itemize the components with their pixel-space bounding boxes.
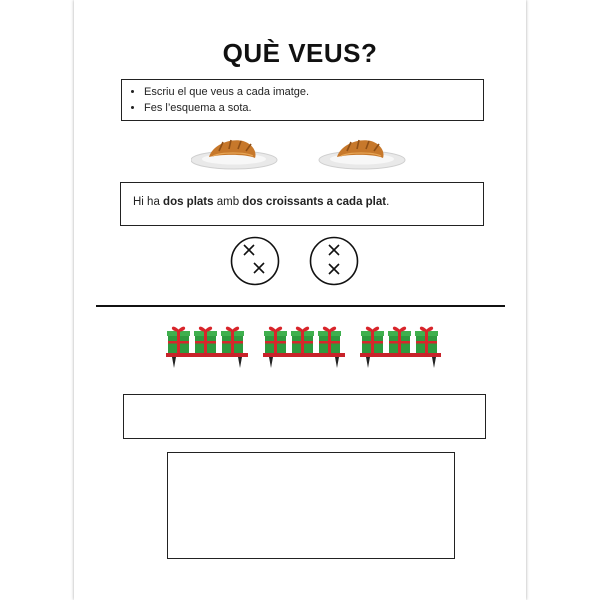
gifts-illustration	[166, 322, 441, 372]
gift-box-icon	[361, 328, 384, 353]
gift-box-icon	[291, 328, 314, 353]
sentence-bold-plates: dos plats	[163, 196, 214, 208]
plate-with-croissant-icon	[319, 140, 405, 169]
sentence-box	[120, 182, 484, 226]
answer-drawing-box[interactable]	[167, 452, 455, 559]
shelf-icon	[166, 353, 248, 368]
sentence-text: .	[386, 196, 390, 208]
shelf-icon	[263, 353, 345, 368]
section-divider	[96, 305, 505, 307]
plates-illustration	[191, 136, 411, 172]
shelf-with-gifts	[263, 328, 345, 368]
worksheet-page	[74, 0, 526, 600]
gift-box-icon	[264, 328, 287, 353]
scheme-drawing	[229, 236, 369, 286]
gift-box-icon	[194, 328, 217, 353]
instruction-item: • Fes l’esquema a sota.	[144, 100, 483, 116]
instructions-list	[122, 84, 483, 116]
gift-box-icon	[415, 328, 438, 353]
shelf-icon	[360, 353, 441, 368]
sentence-text: amb	[213, 196, 243, 208]
page-title: QUÈ VEUS?	[222, 38, 378, 68]
instructions-box	[121, 79, 484, 121]
shelf-with-gifts	[166, 328, 248, 368]
plate-with-croissant-icon	[191, 140, 277, 169]
sentence-bold-croissants: dos croissants a cada plat	[242, 196, 387, 208]
sentence-text: Hi ha	[133, 196, 164, 208]
instruction-item: • Escriu el que veus a cada imatge.	[144, 84, 483, 100]
circle-with-crosses-icon	[232, 238, 279, 285]
circle-with-crosses-icon	[311, 238, 358, 285]
gift-box-icon	[221, 328, 244, 353]
gift-box-icon	[318, 328, 341, 353]
answer-sentence-box[interactable]	[123, 394, 486, 439]
gift-box-icon	[167, 328, 190, 353]
shelf-with-gifts	[360, 328, 441, 368]
gift-box-icon	[388, 328, 411, 353]
